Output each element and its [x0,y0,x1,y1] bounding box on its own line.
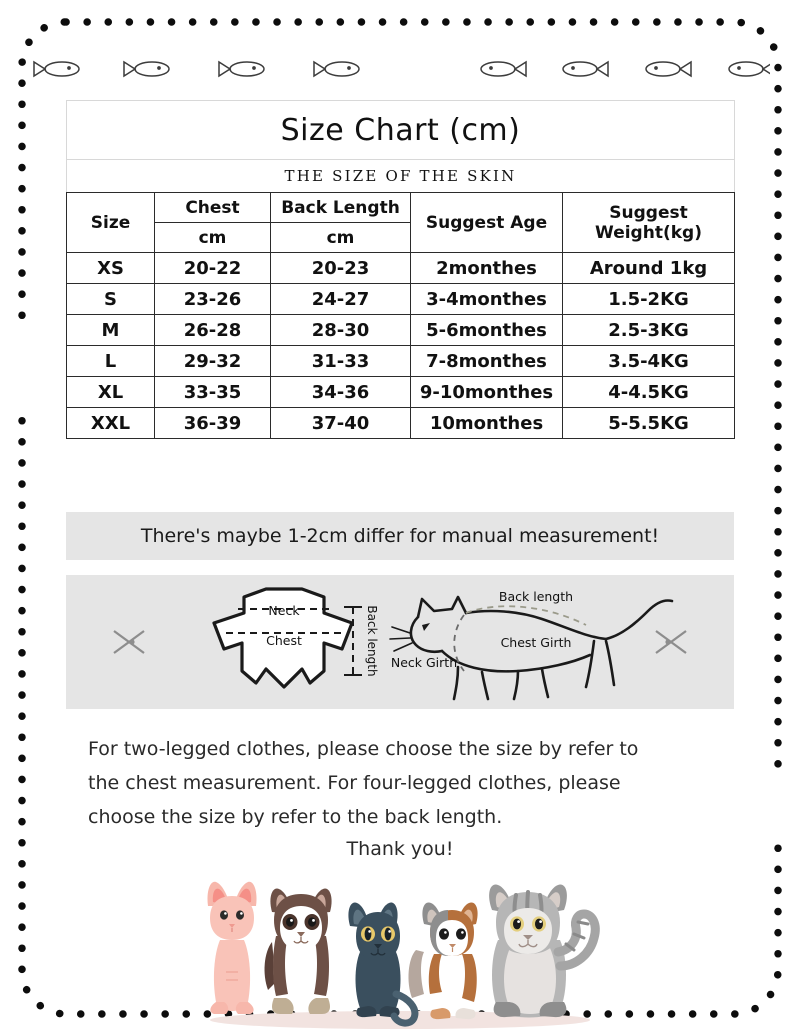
cell-suggest-weight: 4-4.5KG [563,377,735,408]
table-row [67,284,735,315]
cell-suggest-age: 3-4monthes [411,284,563,315]
table-row [67,253,735,284]
cell-back-length: 34-36 [271,377,411,408]
cell-suggest-age: 9-10monthes [411,377,563,408]
cell-size: S [67,284,155,315]
cell-suggest-age: 2monthes [411,253,563,284]
cell-size: XS [67,253,155,284]
cell-back-length: 28-30 [271,315,411,346]
cat-calico [409,902,478,1019]
cell-size: L [67,346,155,377]
cat-chest-girth-label: Chest Girth [500,635,572,650]
cell-suggest-weight: 2.5-3KG [563,315,735,346]
scissors-icon [114,631,144,653]
cell-suggest-age: 10monthes [411,408,563,439]
page-title: Size Chart (cm) [67,101,735,160]
column-header-suggest-weight: Suggest Weight(kg) [563,193,735,253]
cat-neck-girth-label: Neck Girth [390,655,458,670]
garment-back-length-label: Back length [365,605,379,677]
size-chart-table-container [66,100,734,439]
page-subtitle: THE SIZE OF THE SKIN [67,160,735,193]
instructions-line-1: For two-legged clothes, please choose the size by refer to [88,738,639,760]
scissors-icon [656,631,686,653]
cell-chest: 23-26 [155,284,271,315]
garment-chest-label: Chest [266,633,302,648]
cats-illustration [180,862,620,1030]
cell-chest: 29-32 [155,346,271,377]
cell-chest: 26-28 [155,315,271,346]
cell-suggest-weight: 1.5-2KG [563,284,735,315]
instructions-line-2: the chest measurement. For four-legged clothes, please [88,772,621,794]
thank-you-text: Thank you! [346,838,454,860]
cat-dark-blue [348,903,414,1024]
cell-suggest-weight: 5-5.5KG [563,408,735,439]
column-header-chest: Chest [155,193,271,223]
cell-size: XL [67,377,155,408]
cell-size: XXL [67,408,155,439]
column-header-back-length: Back Length [271,193,411,223]
column-header-suggest-age: Suggest Age [411,193,563,253]
cell-chest: 20-22 [155,253,271,284]
instructions-line-3: choose the size by refer to the back length. [88,806,503,828]
column-unit-back-length: cm [271,223,411,253]
cell-chest: 33-35 [155,377,271,408]
cell-suggest-weight: Around 1kg [563,253,735,284]
cell-suggest-age: 5-6monthes [411,315,563,346]
measurement-note-banner [66,512,734,560]
cell-back-length: 37-40 [271,408,411,439]
measurement-note-text: There's maybe 1-2cm differ for manual measurement! [140,525,660,547]
cat-brown-white [265,889,332,1014]
column-unit-chest: cm [155,223,271,253]
cell-back-length: 24-27 [271,284,411,315]
cat-sphynx [207,882,256,1014]
table-row [67,346,735,377]
size-chart-table [66,100,735,439]
cell-chest: 36-39 [155,408,271,439]
cell-size: M [67,315,155,346]
cat-gray-tabby [489,885,595,1018]
cell-back-length: 31-33 [271,346,411,377]
measurement-diagram-banner [66,575,734,709]
table-row [67,315,735,346]
cat-back-length-label: Back length [498,589,574,604]
measurement-diagram [66,575,734,709]
fish-decoration-strip [30,52,770,86]
cell-suggest-age: 7-8monthes [411,346,563,377]
instructions-paragraph [88,732,688,834]
table-row [67,408,735,439]
cell-back-length: 20-23 [271,253,411,284]
table-row [67,377,735,408]
cell-suggest-weight: 3.5-4KG [563,346,735,377]
garment-neck-label: Neck [268,603,300,618]
column-header-size: Size [67,193,155,253]
